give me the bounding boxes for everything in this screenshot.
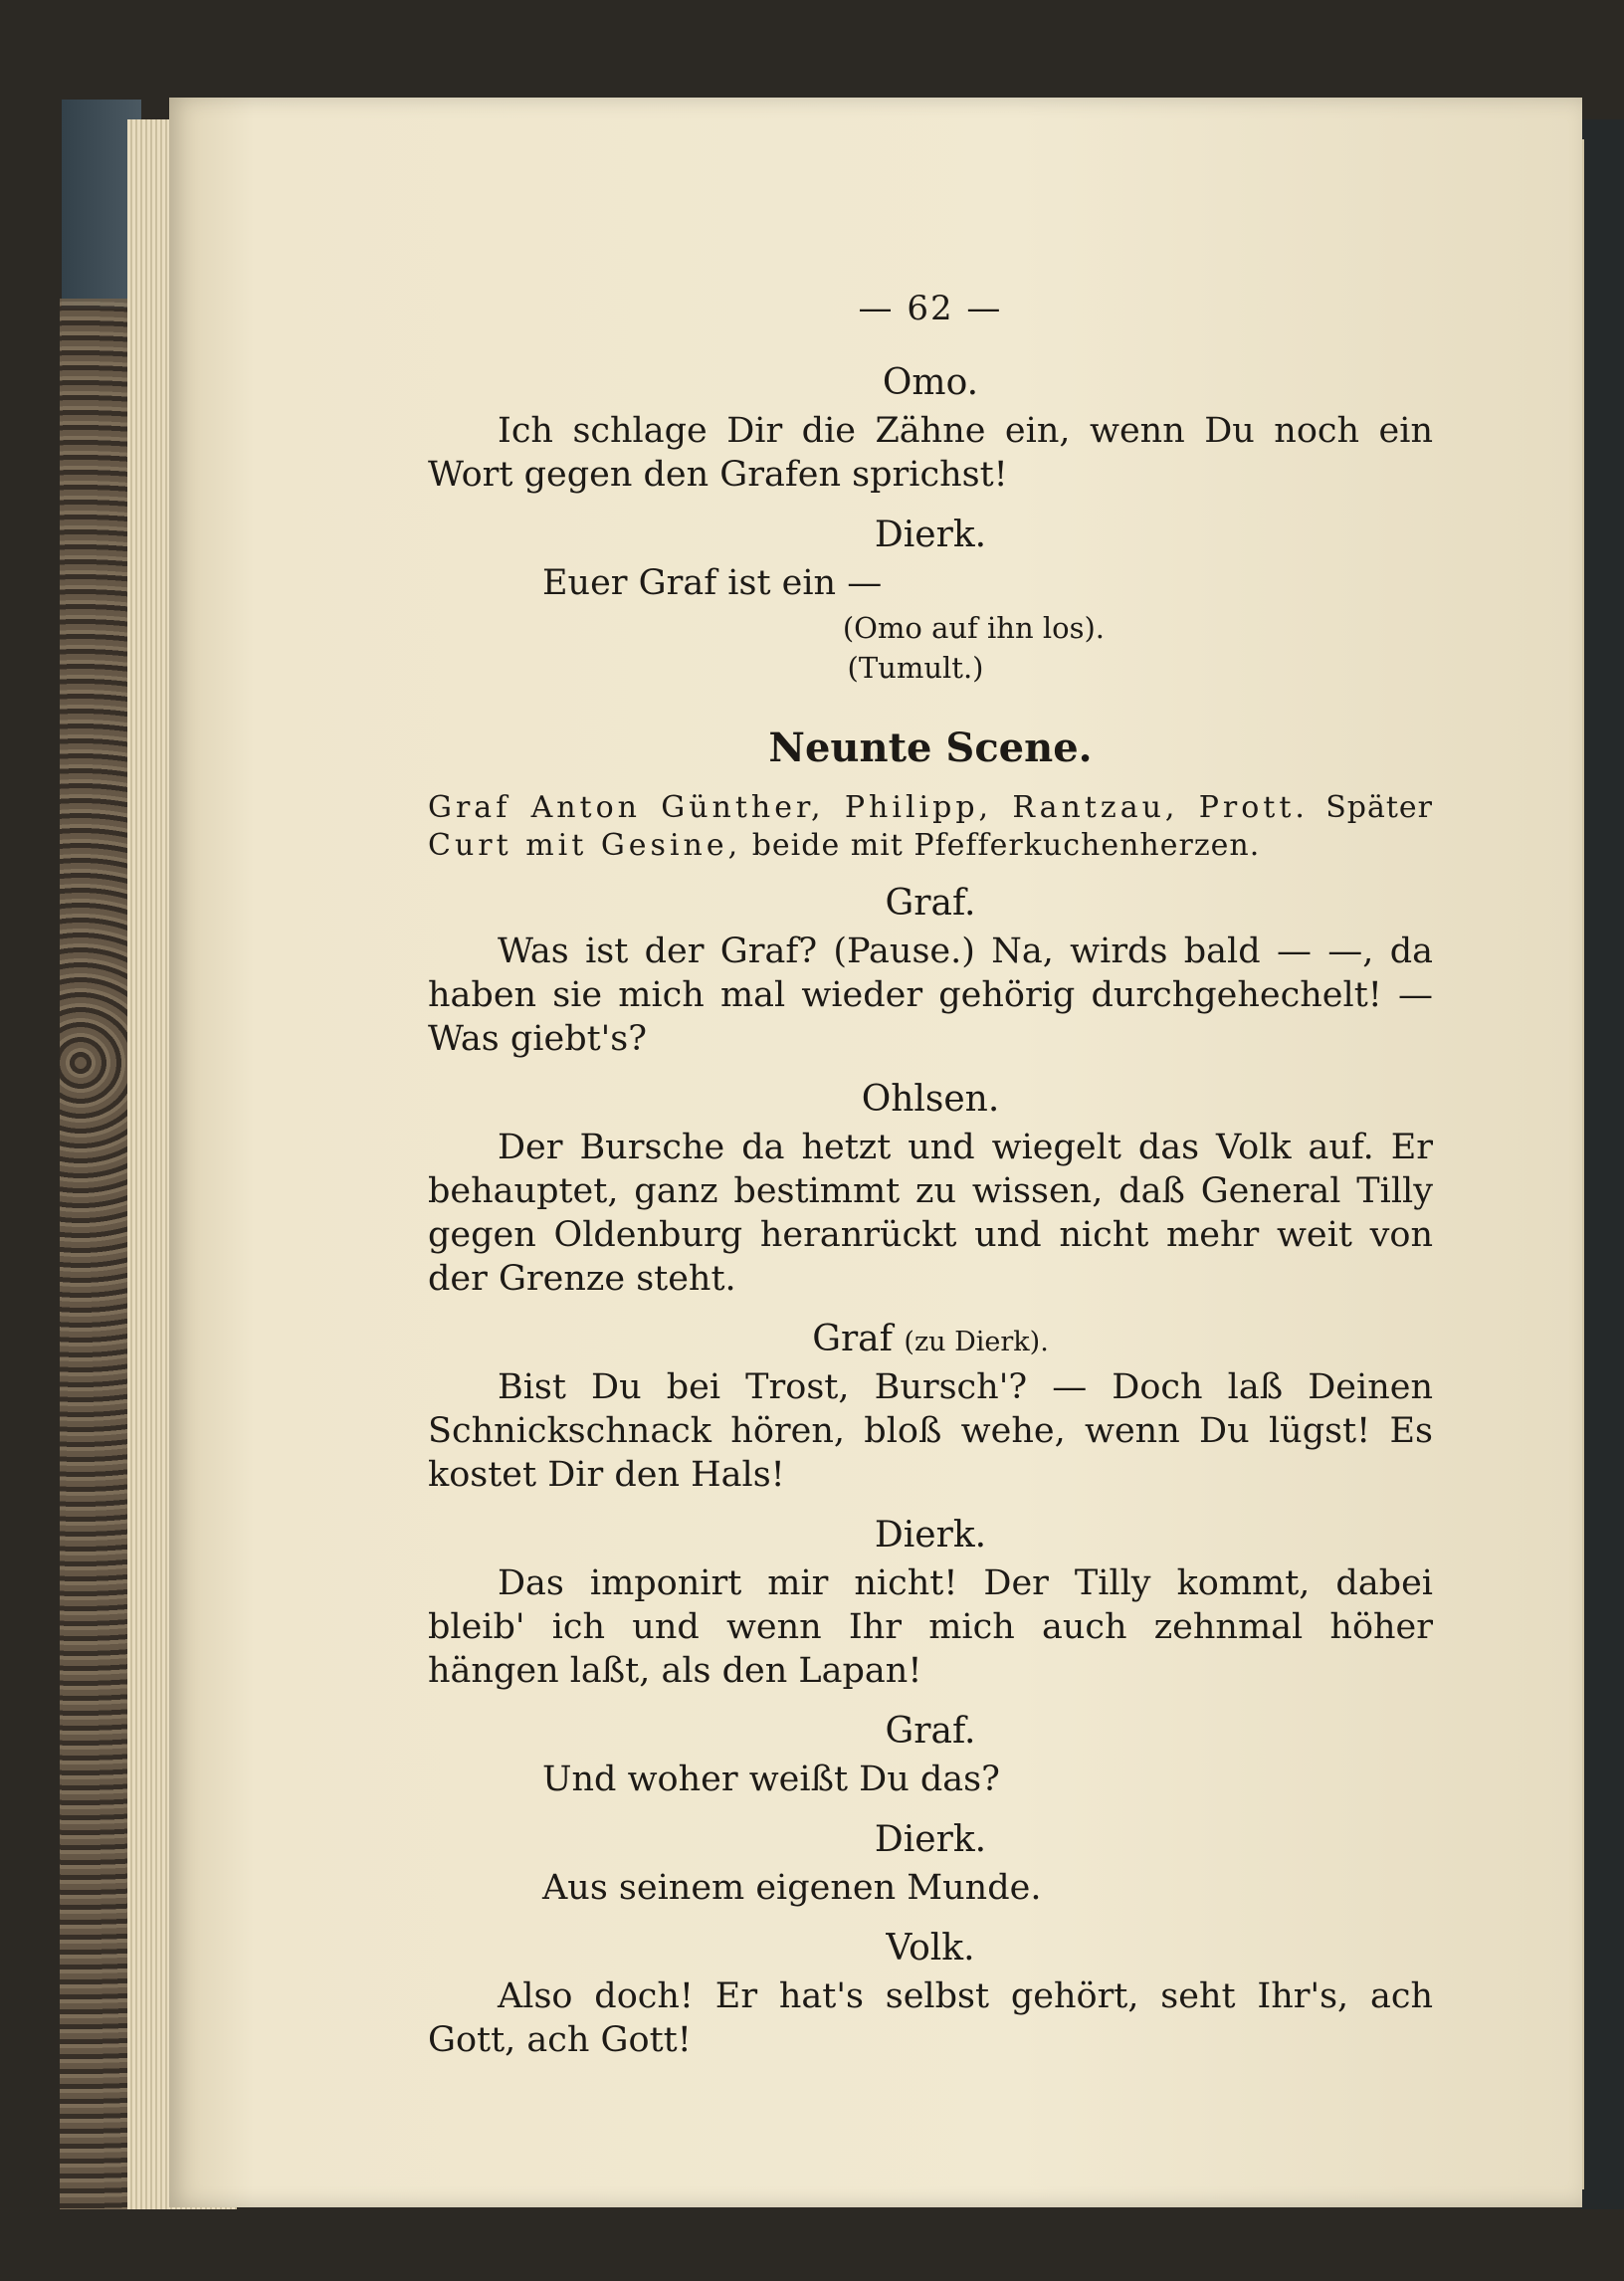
dialogue-line: Euer Graf ist ein — — [542, 563, 883, 603]
right-cover-board — [1580, 119, 1624, 2209]
dialogue-line: Aus seinem eigenen Munde. — [542, 1868, 1042, 1908]
speaker-name: Graf. — [885, 883, 976, 924]
cast-names: Graf Anton Günther, Philipp, Rantzau, Prott. — [428, 790, 1309, 825]
dialogue-line: Bist Du bei Trost, Bursch'? — Doch laß Deinen Schnickschnack hören, bloß wehe, wenn Du lügst! Es kostet Dir den Hals! — [428, 1367, 1433, 1495]
marbled-endpaper — [60, 299, 129, 2209]
dialogue-line: Der Bursche da hetzt und wiegelt das Volk auf. Er behauptet, ganz bestimmt zu wissen, daß General Tilly gegen Oldenburg heranrückt und nicht mehr weit von der Grenze steht. — [428, 1128, 1433, 1299]
cast-text: beide mit Pfefferkuchenherzen. — [741, 828, 1261, 863]
speaker-name: Ohlsen. — [861, 1079, 1000, 1120]
speaker-name — [428, 1319, 1433, 1359]
stage-direction: (Omo auf ihn los). — [842, 611, 1105, 645]
dialogue-line: Und woher weißt Du das? — [542, 1760, 1000, 1799]
cast-names: Curt mit Gesine, — [428, 828, 742, 863]
page-number: — 62 — — [858, 289, 1003, 328]
dialogue-line: Also doch! Er hat's selbst gehört, seht Ihr's, ach Gott, ach Gott! — [428, 1976, 1433, 2060]
cast-list — [428, 789, 1433, 865]
speaker-name: Dierk. — [874, 1819, 987, 1860]
stage-direction: (Tumult.) — [847, 651, 984, 685]
speaker-aside: (zu Dierk). — [904, 1327, 1049, 1357]
speaker-name: Omo. — [882, 362, 979, 403]
page-content — [428, 279, 1433, 2062]
speaker-name: Volk. — [886, 1928, 975, 1969]
scene-title: Neunte Scene. — [768, 725, 1093, 771]
dialogue-line: Das imponirt mir nicht! Der Tilly kommt, dabei bleib' ich und wenn Ihr mich auch zehnmal höher hängen laßt, als den Lapan! — [428, 1563, 1433, 1691]
dialogue-line: Was ist der Graf? (Pause.) Na, wirds bald — —, da haben sie mich mal wieder gehörig durchgehechelt! — Was giebt's? — [428, 932, 1433, 1059]
speaker-name: Graf. — [885, 1711, 976, 1752]
speaker-name: Dierk. — [874, 515, 987, 555]
speaker-name: Dierk. — [874, 1515, 987, 1555]
speaker-label: Graf — [812, 1319, 893, 1359]
dialogue-line: Ich schlage Dir die Zähne ein, wenn Du noch ein Wort gegen den Grafen sprichst! — [428, 411, 1433, 495]
cast-text: Später — [1308, 790, 1433, 825]
